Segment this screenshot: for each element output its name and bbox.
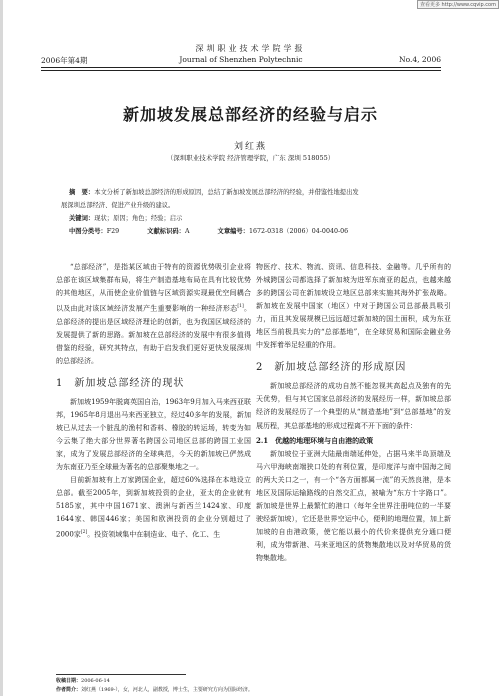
left-column	[56, 261, 251, 542]
section-1-paragraph-1: 新加坡1959年脱离英国自治，1963年9月加入马来西亚联邦，1965年8月退出马来西亚独立，经过40多年的发展，新加坡已从过去一个脏乱的渔村和香料、橡胶的转运场，转变为如今云集了绝大部分世界著名跨国公司地区总部的跨国工业国家，成为了发展总部经济的全球典范，今天的新加坡已俨然成为东南亚乃至全球最为著名的总部聚集地之一。	[56, 397, 251, 471]
clc-value: F29	[106, 228, 120, 235]
s1p2-text-b: 。投资领域集中在制造业、电子、化工、生	[87, 530, 221, 539]
article-no-value: 1672-0318（2006）04-0040-06	[249, 228, 349, 235]
paper-affiliation: （深圳职业技术学院 经济管理学院，广东 深圳 518055）	[166, 154, 335, 162]
keywords-text: 现状；原因；角色；经验；启示	[94, 215, 183, 222]
journal-header-row	[41, 55, 441, 65]
journal-number: No.4, 2006	[399, 55, 441, 64]
abstract-label: 摘 要：	[69, 189, 95, 196]
received-label: 收稿日期：	[56, 678, 82, 684]
article-no-label: 文章编号：	[217, 228, 249, 235]
abstract-text-1: 本文分析了新加坡总部经济的形成原因，总结了新加坡发展总部经济的经验，并借鉴性地提出发	[94, 189, 359, 196]
s1p2-text-a: 目前新加坡有上万家跨国企业，超过60%选择在本地设立总部。截至2005年，到新加坡投资的企业，亚太的企业就有5185家，其中中国1671家、澳洲与新西兰1424家、印度1644家、韩国446家；美国和欧洲投资的企业分别超过了2000家	[56, 476, 251, 539]
right-column	[256, 261, 451, 565]
footnote-rule	[56, 674, 186, 675]
paper-title: 新加坡发展总部经济的经验与启示	[122, 105, 378, 124]
journal-year-issue: 2006年第4期	[41, 56, 88, 65]
section-2-1-heading: 2.1 优越的地理环境与自由港的政策	[256, 435, 374, 445]
clc-label: 中图分类号：	[69, 228, 107, 235]
section-2-paragraph-1: 新加坡总部经济的成功自然不能忽视其高起点及独有的先天优势，但与其它国家总部经济的发展经历一样，新加坡总部经济的发展经历了一个典型的从“制造基地”到“总部基地”的发展历程，其总部基地的形成过程离不开下面的条件：	[256, 382, 451, 430]
doc-code-label: 文献标识码：	[147, 228, 185, 235]
journal-cn-title: 深圳职业技术学院学报	[195, 44, 306, 53]
paper-author: 刘红燕	[233, 142, 267, 152]
section-1-heading: 1 新加坡总部经济的现状	[56, 377, 185, 389]
received-date: 2006-06-14	[81, 678, 110, 684]
section-1-paragraph-2-cont: 物医疗、技术、物流、资讯、信息科技、金融等。几乎所有的外城跨国公司都选择了新加坡为进军东南亚的起点，也越来越多的跨国公司在新加坡设立地区总部来实施其海外扩张战略。新加坡在发展中国家（地区）中对于跨国公司总部最具吸引力，而且其发展规模已远远超过新加坡的国土面积，成为东亚地区当前极具实力的“总部基地”，在全球贸易和国际金融业务中发挥着举足轻重的作用。	[256, 263, 451, 350]
footnote-received	[56, 677, 110, 685]
intro-text-b: 。总部经济的提出是区域经济理论的创新，也为我国区域经济的发展提供了新的思路。新加坡在总部经济的发展中有很多值得借鉴的经验，研究其特点，有助于启发我们更好更快发展深圳的总部经济。	[56, 304, 252, 365]
keywords-line	[69, 214, 439, 224]
header-rule-thick	[41, 67, 441, 68]
header-rule-thin	[41, 70, 441, 71]
keywords-label: 关键词：	[69, 215, 95, 222]
ref-1[interactable]: [1]	[237, 304, 244, 310]
doc-code-value: A	[184, 228, 190, 235]
section-1-paragraph-2	[56, 474, 251, 542]
source-stamp[interactable]: 查看更多 http://www.cqvip.com	[417, 0, 499, 9]
section-2-1-paragraph: 新加坡位于亚洲大陆最南端延伸处，占据马来半岛顶端及马六甲海峡南端狭口处的有利位置，是印度洋与南中国海之间的两大关口之一，有一个“各方面都属一流”的天然良港，是本地区及国际运输路线的自然交汇点，被喻为“东方十字路口”。新加坡是世界上最繁忙的港口（每年全世界注册吨位的一半要驶经新加坡），它还是世界空运中心，便利的地理位置，加上新加坡的自由港政策，使它能以最小的代价来提供充分通口便利，成为带新港、马来亚地区的货物集散地以及对华贸易的货物集散地。	[256, 449, 451, 562]
section-2-heading: 2 新加坡总部经济的形成原因	[256, 362, 407, 374]
author-bio: 刘红燕（1969-），女，河北人，副教授，博士生，主要研究方向为国际经济。	[81, 687, 253, 693]
footnote-author	[56, 686, 253, 694]
intro-paragraph	[56, 261, 251, 368]
abstract-line-1	[69, 188, 439, 198]
classification-line	[69, 227, 439, 237]
journal-en-title: Journal of Shenzhen Polytechnic	[179, 55, 303, 64]
abstract-line-2: 展深圳总部经济、促进产业升级的建议。	[61, 202, 175, 209]
author-bio-label: 作者简介：	[56, 687, 82, 693]
intro-text-a: “总部经济”，是指某区域由于特有的资源优势吸引企业将总部在该区域集群布局，将生产制造基地布局在具有比较优势的其他地区，从而使企业价值链与区域资源实现最优空间耦合以及由此对该区域经济发展产生重要影响的一种经济形态	[56, 263, 251, 313]
ref-2[interactable]: [2]	[80, 530, 88, 536]
